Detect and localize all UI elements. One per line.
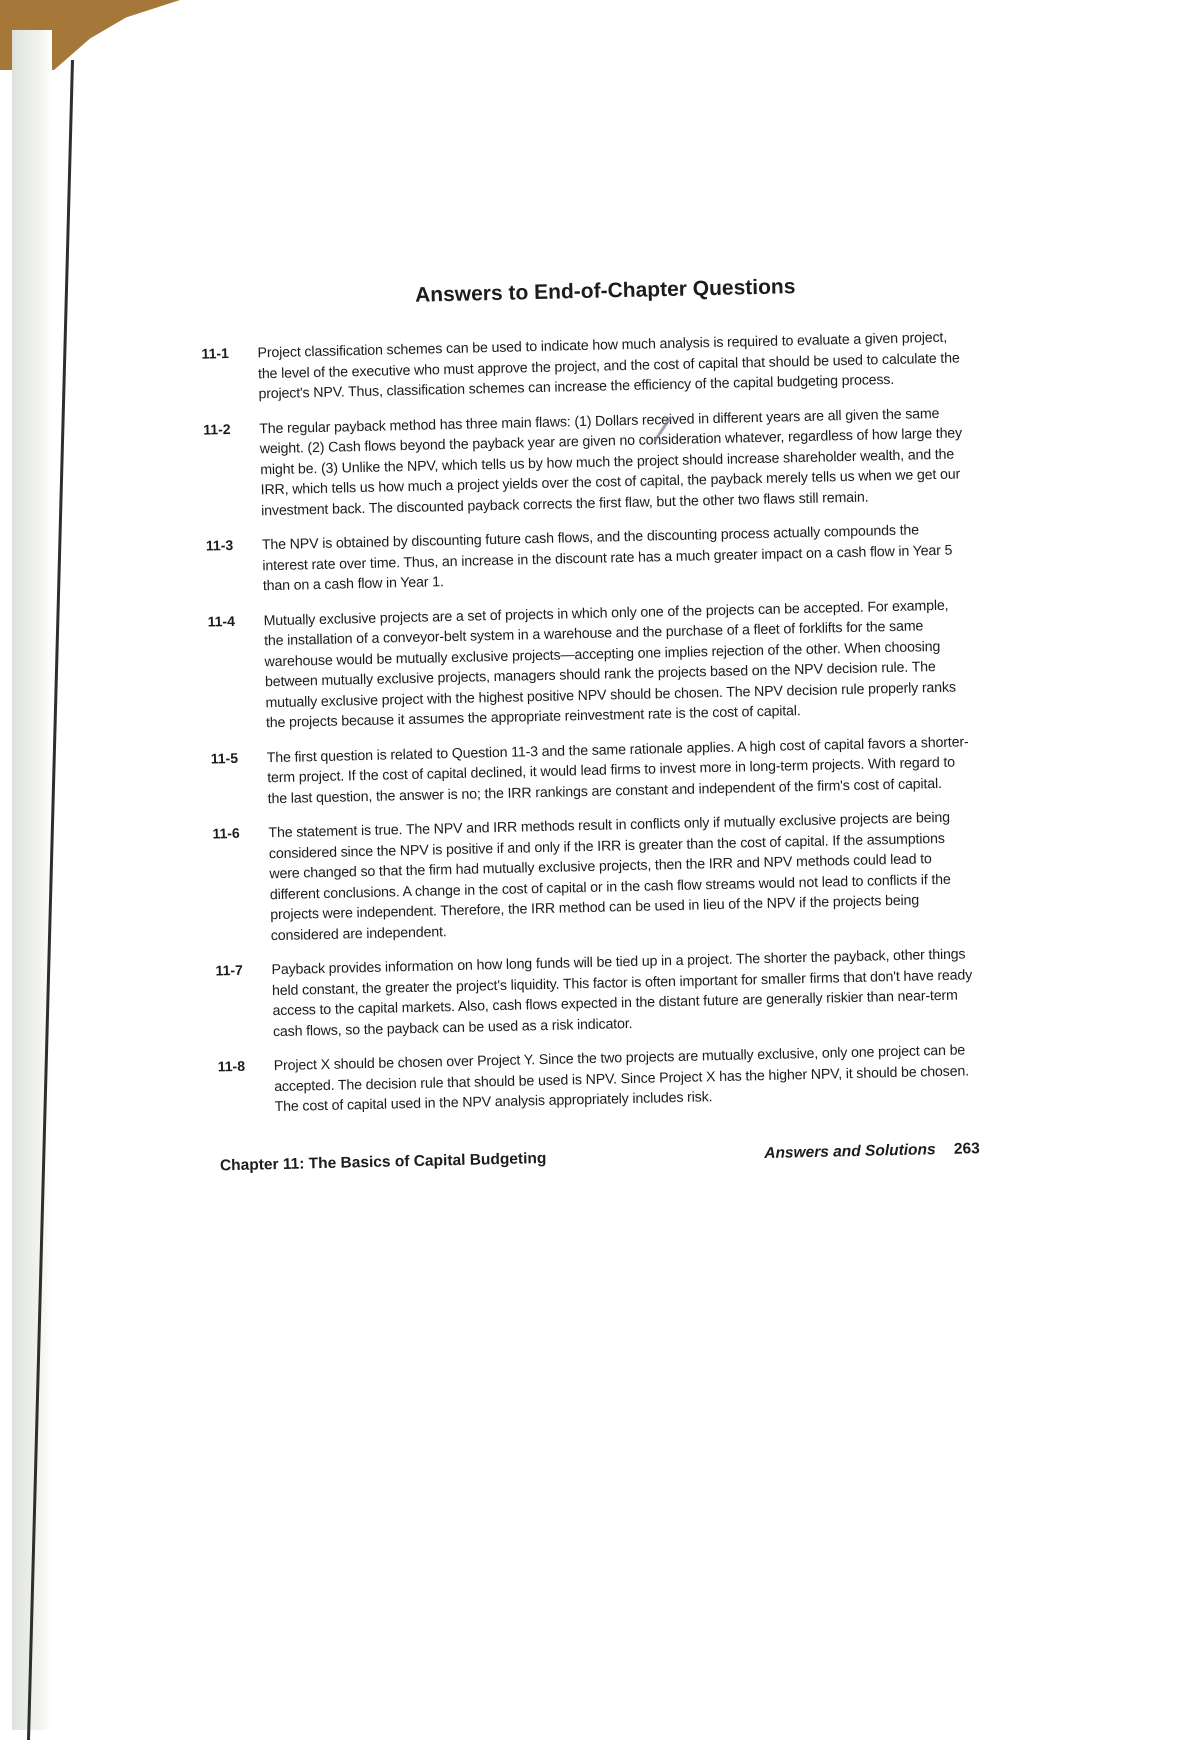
answer-number: 11-6 — [212, 824, 240, 842]
footer-section: Answers and Solutions — [764, 1140, 936, 1162]
answer-item — [212, 807, 975, 947]
answer-number: 11-4 — [207, 612, 236, 630]
answer-number: 11-5 — [210, 749, 239, 766]
answer-text: Project classification schemes can be used to indicate how much analysis is required to evaluate a given project, the level of the executive who must approve the project, and the cost of capital that should be used to calculate the project's NPV. Thus, classification schemes can increase the efficiency of the capital budgeting process. — [257, 329, 960, 403]
footer-section-group — [764, 1140, 980, 1163]
page-footer — [220, 1140, 980, 1175]
answer-text: The regular payback method has three main flaws: (1) Dollars received in different years are all given the same weight. (2) Cash flows beyond the payback year are given no consideration whatever, regardless of how large they might be. (3) Unlike the NPV, which tells us by how much the project should increase shareholder wealth, and the IRR, which tells us how much a project yields over the cost of capital, the payback merely tells us when we get our investment back. The discounted payback corrects the first flaw, but the other two flaws still remain. — [259, 405, 963, 519]
answer-number: 11-8 — [217, 1057, 246, 1075]
page-title: Answers to End-of-Chapter Questions — [414, 275, 796, 307]
answer-item — [207, 595, 970, 735]
answer-text: Mutually exclusive projects are a set of projects in which only one of the projects can be accepted. For example, the installation of a conveyor-belt system in a warehouse and the purchase of a fleet of forklifts for the same warehouse would be mutually exclusive projects—accepting one implies rejection of the other. When choosing between mutually exclusive projects, managers should rank the projects based on the NPV decision rule. The mutually exclusive project with the highest positive NPV should be chosen. The NPV decision rule properly ranks the projects because it assumes the appropriate reinvestment rate is the cost of capital. — [263, 597, 956, 732]
answer-item — [211, 732, 972, 811]
answer-item — [201, 327, 962, 406]
answer-number: 11-3 — [205, 536, 234, 554]
answer-text: Payback provides information on how long funds will be tied up in a project. The shorter the payback, other things held constant, the greater the project's liquidity. This factor is often important for smaller firms that don't have ready access to the capital markets. Also, cash flows expected in the distant future are generally riskier than near-term cash flows, so the payback can be used as a risk indicator. — [271, 946, 973, 1040]
answer-item — [218, 1040, 979, 1119]
answer-text: The statement is true. The NPV and IRR methods result in conflicts only if mutually exclusive projects are being considered since the NPV is positive if and only if the IRR is greater than the cost of capital. If the assumptions were changed so that the firm had mutually exclusive projects, then the IRR and NPV methods could lead to different conclusions. A change in the cost of capital or in the cash flow streams would not lead to conflicts if the projects were independent. Therefore, the IRR method can be used in lieu of the NPV if the projects being considered are independent. — [268, 809, 951, 944]
footer-chapter: Chapter 11: The Basics of Capital Budgeting — [219, 1149, 547, 1174]
page-number: 263 — [953, 1139, 980, 1158]
answer-text: The first question is related to Question 11-3 and the same rationale applies. A high cost of capital favors a shorter-term project. If the cost of capital declined, it would lead firms to invest more in long-term projects. With regard to the last question, the answer is no; the IRR rankings are constant and independent of the firm's cost of capital. — [266, 733, 969, 807]
textbook-page — [200, 271, 980, 1175]
answer-item — [206, 519, 967, 598]
answer-item — [203, 403, 965, 523]
answer-number: 11-2 — [203, 420, 231, 438]
book-page-edge — [12, 30, 52, 1730]
answer-text: Project X should be chosen over Project Y. Since the two projects are mutually exclusive, only one project can be accepted. The decision rule that should be used is NPV. Since Project X has the higher NPV, it should be chosen. The cost of capital used in the NPV analysis appropriately includes risk. — [273, 1042, 970, 1116]
answer-text: The NPV is obtained by discounting future cash flows, and the discounting process actually compounds the interest rate over time. Thus, an increase in the discount rate has a much greater impact on a cash flow in Year 5 than on a cash flow in Year 1. — [261, 522, 953, 595]
answer-number: 11-1 — [201, 344, 229, 362]
answer-item — [215, 944, 977, 1043]
answer-number: 11-7 — [215, 961, 243, 979]
